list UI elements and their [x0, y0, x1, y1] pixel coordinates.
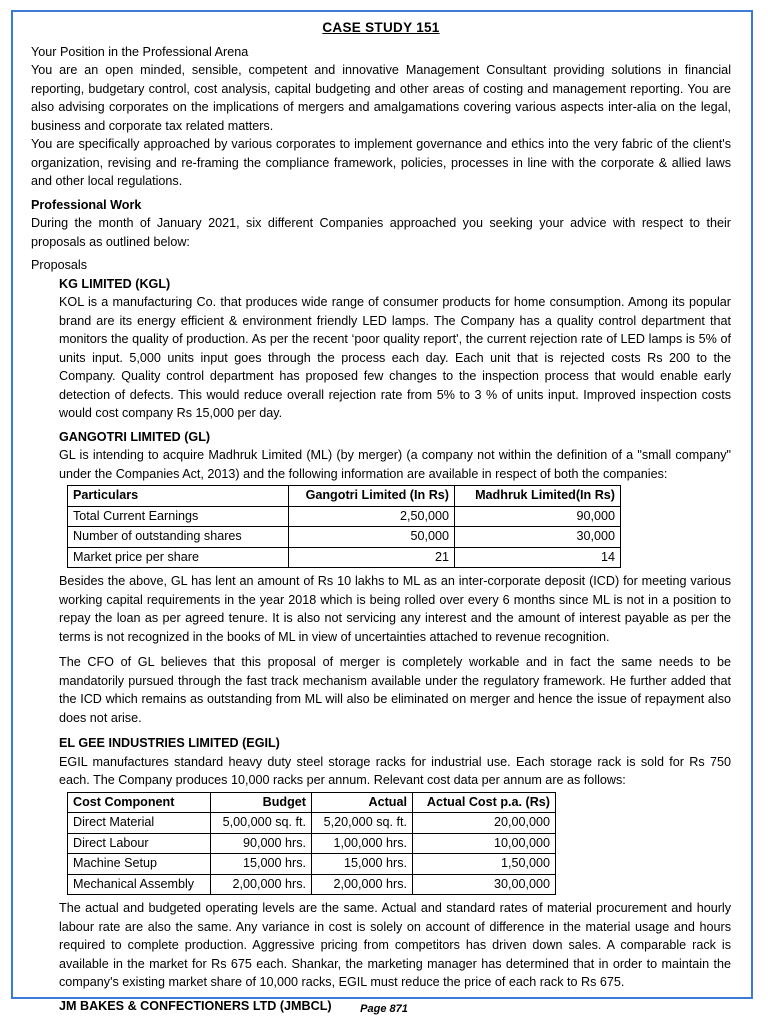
table-cell: 2,00,000 hrs.: [312, 874, 413, 895]
gl-paragraph-3: The CFO of GL believes that this proposal of merger is completely workable and in fact the same needs to be mandatorily pursued through the fast track mechanism available under the regulatory framework. He further added that the ICD which remains as outstanding from ML will also be eliminated on merger and hence the issue of repayment also does not arise.: [59, 655, 731, 725]
table-cell: 15,000 hrs.: [312, 854, 413, 875]
gl-section: [59, 428, 731, 484]
work-heading: Professional Work: [31, 197, 142, 212]
table-cell: 20,00,000: [413, 813, 556, 834]
table-header-row: [68, 792, 556, 813]
table-cell: 90,000 hrs.: [211, 833, 312, 854]
table-row: [68, 874, 556, 895]
egil-heading: EL GEE INDUSTRIES LIMITED (EGIL): [59, 736, 280, 750]
egil-paragraph-2: The actual and budgeted operating levels are the same. Actual and standard rates of material procurement and hourly labour rate are also the same. Any variance in cost is solely on account of difference in the material usage and hours required to complete production. Aggressive pricing from competitors has driven down sales. A comparable rack is available in the market for Rs 675 each. Shankar, the marketing manager has determined that in order to maintain the company's existing market share of 10,000 racks, EGIL must reduce the price of each rack to Rs 675.: [59, 901, 731, 989]
table-header-cell: Budget: [211, 792, 312, 813]
table-cell: Number of outstanding shares: [68, 527, 289, 548]
gl-heading: GANGOTRI LIMITED (GL): [59, 429, 211, 444]
table-cell: 15,000 hrs.: [211, 854, 312, 875]
table-cell: 10,00,000: [413, 833, 556, 854]
position-paragraph-2: You are specifically approached by various corporates to implement governance and ethics into the very fabric of the client's organization, revising and re-framing the compliance framework, policies, processes in line with the corporate & allied laws and other local regulations.: [31, 137, 731, 188]
table-cell: 5,20,000 sq. ft.: [312, 813, 413, 834]
table-cell: Direct Material: [68, 813, 211, 834]
gl-paragraph-2: Besides the above, GL has lent an amount of Rs 10 lakhs to ML as an inter-corporate deposit (ICD) for meeting various working capital requirements in the year 2018 which is being rolled over every 6 months since ML is not in a position to repay the loan as per agreed tenure. It is also not servicing any interest and the amount of interest payable as per the terms is not recognized in the books of ML in view of uncertainties attached to revenue recognition.: [59, 574, 731, 644]
table-header-cell: Madhruk Limited(In Rs): [455, 486, 621, 507]
table-cell: Machine Setup: [68, 854, 211, 875]
table-cell: 21: [289, 547, 455, 568]
table-header-cell: Gangotri Limited (In Rs): [289, 486, 455, 507]
table-cell: 1,00,000 hrs.: [312, 833, 413, 854]
kgl-section: [59, 275, 731, 423]
table-cell: 2,50,000: [289, 506, 455, 527]
table-header-cell: Particulars: [68, 486, 289, 507]
page-number: Page 871: [360, 1003, 408, 1015]
jmbcl-heading: JM BAKES & CONFECTIONERS LTD (JMBCL): [59, 998, 332, 1013]
table-header-cell: Actual: [312, 792, 413, 813]
table-row: [68, 547, 621, 568]
position-heading: Your Position in the Professional Arena: [31, 44, 249, 59]
table-row: [68, 527, 621, 548]
page-title: CASE STUDY 151: [322, 20, 440, 35]
proposals-label: Proposals: [31, 258, 88, 272]
table-cell: Market price per share: [68, 547, 289, 568]
table-row: [68, 833, 556, 854]
table-header-cell: Cost Component: [68, 792, 211, 813]
egil-cost-table: [67, 792, 556, 896]
work-paragraph: During the month of January 2021, six different Companies approached you seeking your advice with respect to their proposals as outlined below:: [31, 216, 731, 249]
kgl-paragraph: KOL is a manufacturing Co. that produces wide range of consumer products for home consumption. Among its popular brand are its energy efficient & environment friendly LED lamps. The Company has a quality control department that monitors the quality of production. As per the recent ‘poor quality report', the current rejection rate of LED lamps is 5% of units input. 5,000 units input goes through the process each day. Each unit that is rejected costs Rs 200 to the Company. Quality control department has proposed few changes to the inspection process that would enable early detection of defects. This would reduce overall rejection rate from 5% to 3 % of units input. Improved inspection costs would cost company Rs 15,000 per day.: [59, 295, 731, 420]
egil-paragraph-1: EGIL manufactures standard heavy duty steel storage racks for industrial use. Each storage rack is sold for Rs 750 each. The Company produces 10,000 racks per annum. Relevant cost data per annum are as follows:: [59, 754, 731, 787]
table-cell: 90,000: [455, 506, 621, 527]
case-study-content: [31, 19, 731, 1015]
table-cell: Mechanical Assembly: [68, 874, 211, 895]
table-row: [68, 854, 556, 875]
egil-section-continued: [59, 899, 731, 992]
gl-section-continued: [59, 572, 731, 727]
egil-section: [59, 734, 731, 790]
table-header-cell: Actual Cost p.a. (Rs): [413, 792, 556, 813]
kgl-heading: KG LIMITED (KGL): [59, 276, 171, 291]
table-cell: 14: [455, 547, 621, 568]
table-cell: 5,00,000 sq. ft.: [211, 813, 312, 834]
table-header-row: [68, 486, 621, 507]
gl-paragraph-1: GL is intending to acquire Madhruk Limited (ML) (by merger) (a company not within the definition of a "small company" under the Companies Act, 2013) and the following information are available in respect of both the companies:: [59, 448, 731, 481]
table-cell: 50,000: [289, 527, 455, 548]
gl-comparison-table: [67, 485, 621, 568]
table-cell: Direct Labour: [68, 833, 211, 854]
position-paragraph-1: You are an open minded, sensible, competent and innovative Management Consultant providing solutions in financial reporting, budgetary control, cost analysis, capital budgeting and other areas of costing and management reporting. You are also advising corporates on the implications of mergers and amalgamations covering various aspects inter-alia on the legal, business and corporate tax related matters.: [31, 63, 731, 133]
table-cell: Total Current Earnings: [68, 506, 289, 527]
table-row: [68, 506, 621, 527]
table-cell: 30,000: [455, 527, 621, 548]
table-cell: 2,00,000 hrs.: [211, 874, 312, 895]
table-cell: 1,50,000: [413, 854, 556, 875]
table-row: [68, 813, 556, 834]
table-cell: 30,00,000: [413, 874, 556, 895]
